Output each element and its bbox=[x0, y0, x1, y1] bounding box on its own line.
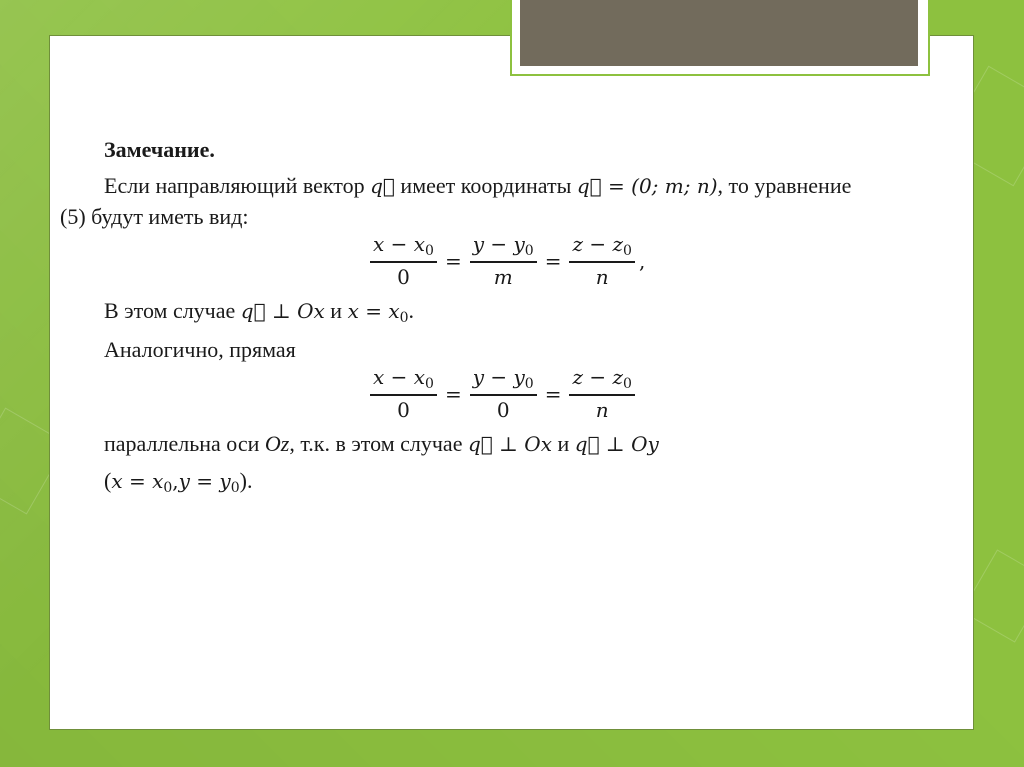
equals-sign: = bbox=[544, 381, 562, 406]
canonical-equation-2 bbox=[366, 365, 639, 422]
p1-text-a: Если направляющий вектор bbox=[104, 173, 371, 198]
comma: , bbox=[172, 469, 179, 493]
p4-text-c: и bbox=[551, 431, 575, 456]
denominator-y: m bbox=[493, 265, 513, 289]
perpendicular-ox: q⃗ ⊥ Ox bbox=[467, 432, 552, 456]
open-paren: ( bbox=[104, 468, 112, 493]
x-equals-x0: $x = x_0$ bbox=[111, 469, 173, 496]
vector-q: q⃗ bbox=[370, 174, 395, 198]
close-paren: ). bbox=[239, 468, 253, 493]
paragraph-parallel-oz bbox=[104, 431, 659, 457]
title-tab bbox=[520, 0, 918, 66]
numerator-z: $z - z_0$ bbox=[569, 232, 634, 263]
p2-text-a: В этом случае bbox=[104, 298, 241, 323]
p2-text-b: и bbox=[324, 298, 348, 323]
perpendicular-oy: q⃗ ⊥ Oy bbox=[574, 432, 659, 456]
paragraph-conditions bbox=[104, 468, 252, 496]
equals-sign: = bbox=[544, 248, 562, 273]
p1-text-c: , то уравнение bbox=[717, 173, 852, 198]
equals-sign: = bbox=[444, 248, 462, 273]
x-equals-x0: $x = x_0$ bbox=[347, 299, 409, 326]
fraction-y bbox=[470, 232, 537, 289]
denominator-z: n bbox=[595, 398, 609, 422]
canonical-equation-1 bbox=[366, 232, 645, 289]
formula-comma: , bbox=[638, 248, 646, 273]
remark-heading: Замечание. bbox=[104, 137, 215, 162]
fraction-z bbox=[569, 365, 634, 422]
numerator-z: $z - z_0$ bbox=[569, 365, 634, 396]
equals-sign: = bbox=[444, 381, 462, 406]
y-equals-y0: $y = y_0$ bbox=[178, 469, 240, 496]
fraction-z bbox=[569, 232, 634, 289]
vector-coordinates: q⃗ = (0; m; n) bbox=[576, 174, 718, 198]
p4-text-a: параллельна оси bbox=[104, 431, 265, 456]
paragraph-continuation: (5) будут иметь вид: bbox=[60, 204, 249, 229]
perpendicular-ox: q⃗ ⊥ Ox bbox=[240, 299, 325, 323]
p2-text-c: . bbox=[408, 298, 415, 323]
axis-oz: Oz bbox=[264, 431, 290, 456]
fraction-y bbox=[470, 365, 537, 422]
fraction-x bbox=[370, 365, 437, 422]
denominator-y: 0 bbox=[496, 398, 510, 422]
p1-text-b: имеет координаты bbox=[394, 173, 577, 198]
numerator-y: $y - y_0$ bbox=[470, 232, 537, 263]
fraction-x bbox=[370, 232, 437, 289]
paragraph-direction-vector bbox=[104, 173, 851, 199]
denominator-z: n bbox=[595, 265, 609, 289]
p4-text-b: , т.к. в этом случае bbox=[289, 431, 468, 456]
paragraph-this-case bbox=[104, 298, 414, 326]
numerator-x: $x - x_0$ bbox=[370, 232, 437, 263]
numerator-y: $y - y_0$ bbox=[470, 365, 537, 396]
paragraph-similarly: Аналогично, прямая bbox=[104, 337, 296, 362]
denominator-x: 0 bbox=[397, 398, 410, 422]
numerator-x: $x - x_0$ bbox=[370, 365, 437, 396]
denominator-x: 0 bbox=[397, 265, 410, 289]
